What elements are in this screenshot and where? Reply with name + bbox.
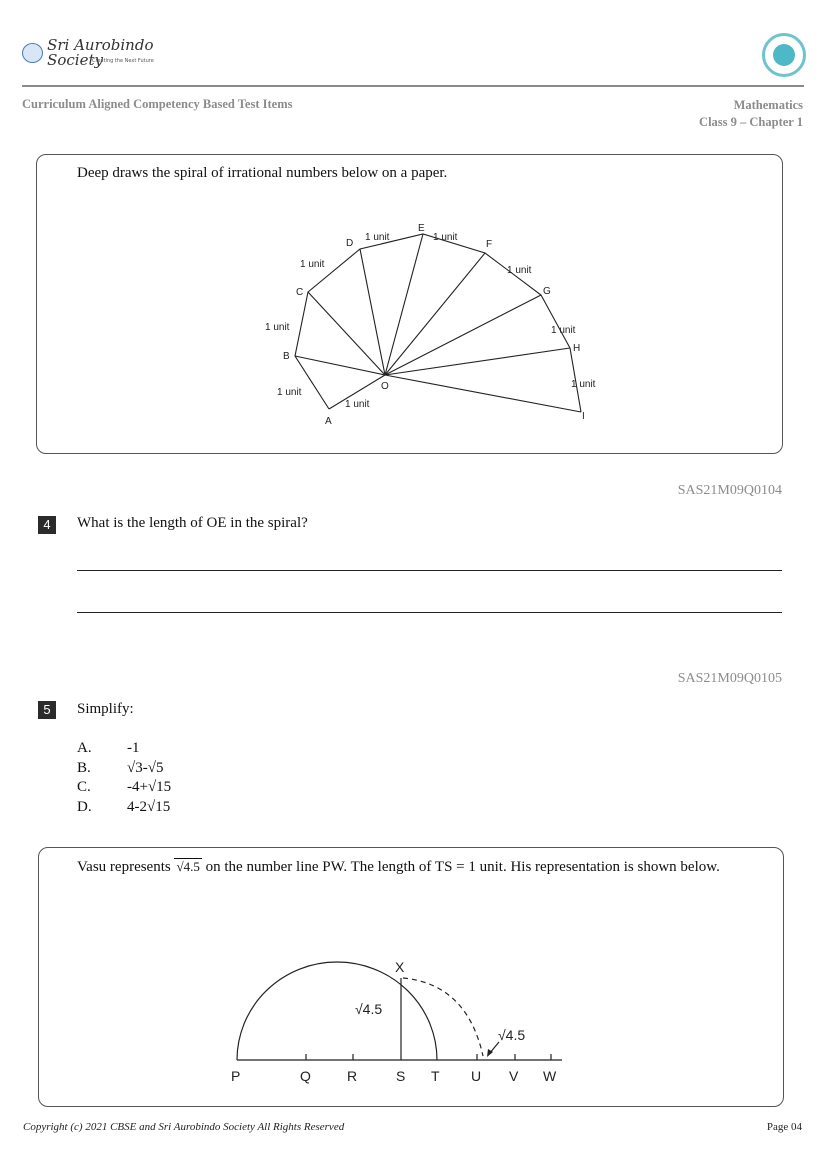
- subject-info: [699, 97, 803, 131]
- svg-text:S: S: [396, 1068, 406, 1084]
- svg-text:Q: Q: [300, 1068, 311, 1084]
- option-d[interactable]: [77, 798, 171, 818]
- stimulus-box-number-line: [38, 847, 784, 1107]
- svg-text:1 unit: 1 unit: [551, 325, 576, 336]
- option-c[interactable]: [77, 778, 171, 798]
- stimulus-box-spiral: [36, 154, 783, 454]
- svg-text:O: O: [381, 381, 389, 392]
- stimulus-text-part2: on the number line PW. The length of TS = 1 unit. His representation is shown below.: [201, 859, 720, 875]
- question-id-q5: SAS21M09Q0105: [677, 671, 782, 686]
- svg-text:1 unit: 1 unit: [345, 399, 370, 410]
- svg-text:1 unit: 1 unit: [507, 265, 532, 276]
- cbse-logo: [762, 33, 806, 77]
- svg-text:√4.5: √4.5: [498, 1027, 526, 1043]
- question-number-badge: 5: [38, 701, 56, 719]
- option-a[interactable]: [77, 739, 171, 759]
- svg-text:1 unit: 1 unit: [277, 387, 302, 398]
- question-id-q4: SAS21M09Q0104: [677, 483, 782, 498]
- svg-text:1 unit: 1 unit: [433, 232, 458, 243]
- option-letter: D.: [77, 798, 92, 815]
- svg-text:B: B: [283, 351, 290, 362]
- svg-text:R: R: [347, 1068, 358, 1084]
- svg-text:1 unit: 1 unit: [571, 379, 596, 390]
- answer-line-2[interactable]: [77, 612, 782, 613]
- question-text-q5: Simplify:: [77, 701, 134, 717]
- svg-text:1 unit: 1 unit: [300, 259, 325, 270]
- sqrt-expression: √4.5: [176, 859, 200, 874]
- question-number-badge: 4: [38, 516, 56, 534]
- stimulus-text: Deep draws the spiral of irrational numbers below on a paper.: [77, 165, 448, 181]
- answer-line-1[interactable]: [77, 570, 782, 571]
- option-letter: B.: [77, 759, 91, 776]
- option-value: 4-2√15: [127, 798, 171, 815]
- svg-text:I: I: [582, 411, 585, 422]
- org-logo-text: Sri Aurobindo Society: [47, 36, 154, 69]
- stimulus-text-part1: Vasu represents: [77, 859, 175, 875]
- svg-text:1 unit: 1 unit: [265, 322, 290, 333]
- globe-icon: [22, 43, 43, 63]
- sri-aurobindo-society-logo: [22, 36, 192, 70]
- class-chapter: Class 9 – Chapter 1: [699, 115, 803, 129]
- org-logo-tagline: Creating the Next Future: [92, 58, 154, 64]
- subject: Mathematics: [733, 98, 803, 112]
- svg-text:T: T: [431, 1068, 440, 1084]
- option-b[interactable]: [77, 759, 171, 779]
- svg-text:C: C: [296, 287, 304, 298]
- option-value: -1: [127, 740, 140, 756]
- svg-text:V: V: [509, 1068, 519, 1084]
- svg-text:E: E: [418, 223, 425, 234]
- svg-text:1 unit: 1 unit: [365, 232, 390, 243]
- svg-text:F: F: [486, 239, 493, 250]
- svg-text:√4.5: √4.5: [355, 1001, 383, 1017]
- option-value: √3-√5: [127, 759, 164, 776]
- svg-text:D: D: [346, 238, 354, 249]
- stimulus-text: [77, 857, 767, 877]
- option-value: -4+√15: [127, 779, 172, 795]
- option-letter: A.: [77, 740, 92, 756]
- document-series-title: Curriculum Aligned Competency Based Test Items: [22, 97, 293, 111]
- svg-text:X: X: [395, 959, 405, 975]
- svg-text:A: A: [325, 416, 332, 427]
- header-divider: [22, 85, 804, 87]
- svg-text:P: P: [231, 1068, 241, 1084]
- copyright-text: Copyright (c) 2021 CBSE and Sri Aurobindo Society All Rights Reserved: [23, 1121, 345, 1133]
- option-letter: C.: [77, 779, 91, 795]
- options-list: [77, 739, 171, 817]
- svg-text:H: H: [573, 343, 581, 354]
- svg-text:W: W: [543, 1068, 557, 1084]
- page-number: Page 04: [766, 1121, 802, 1133]
- svg-text:G: G: [543, 286, 551, 297]
- number-line-figure: [227, 948, 567, 1093]
- question-text-q4: What is the length of OE in the spiral?: [77, 515, 308, 531]
- svg-text:U: U: [471, 1068, 482, 1084]
- cbse-emblem-icon: [773, 44, 795, 66]
- spiral-figure: [263, 215, 613, 430]
